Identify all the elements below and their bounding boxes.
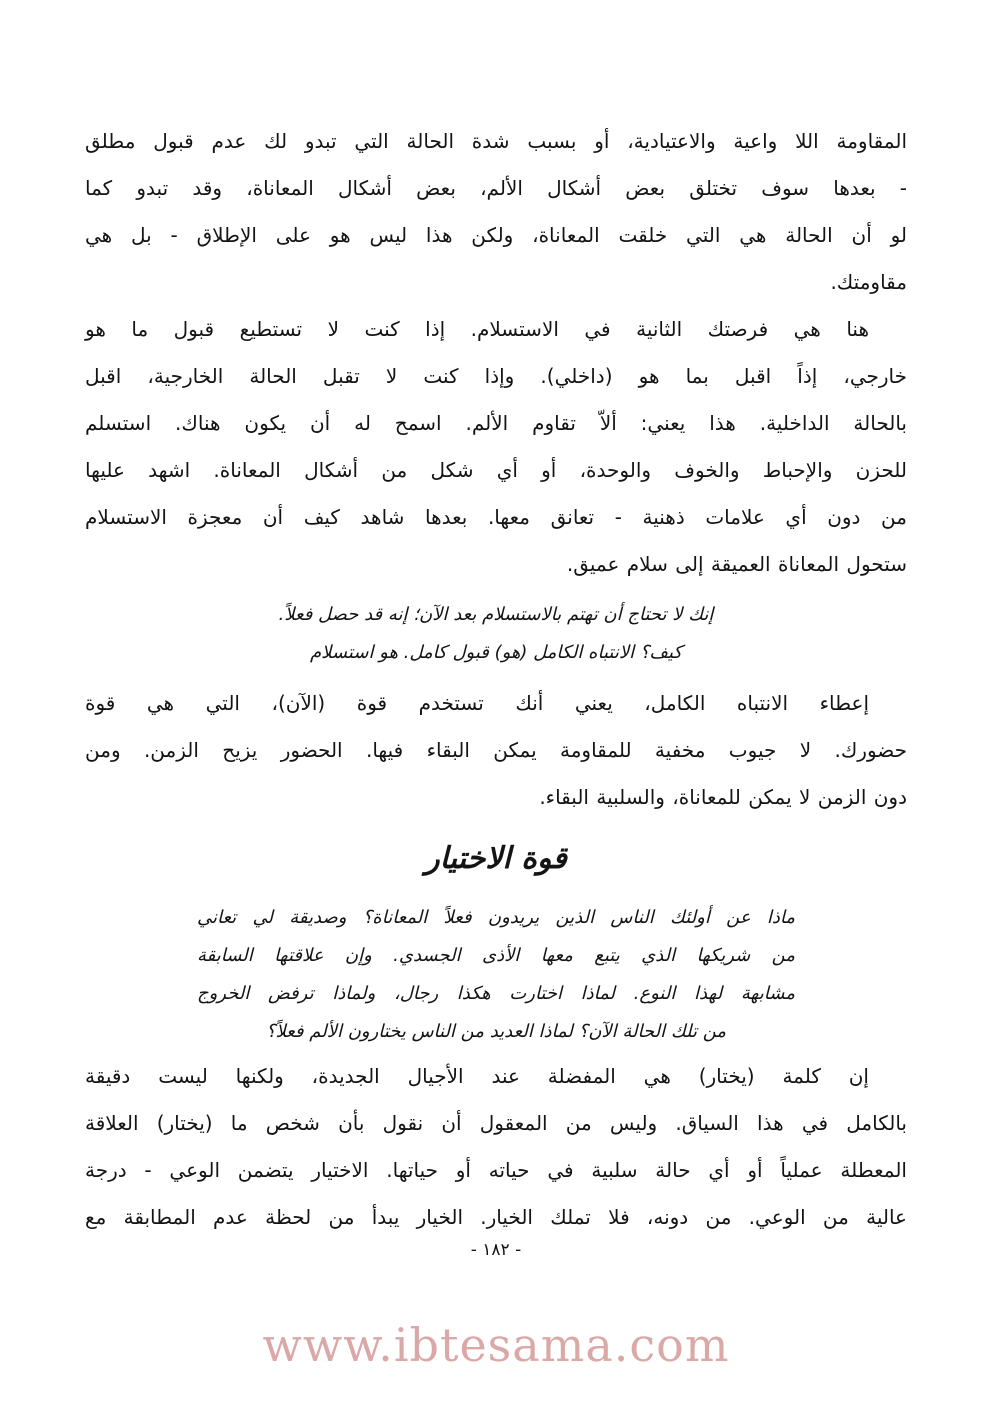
paragraph-4 xyxy=(85,1053,907,1241)
paragraph-3-line: دون الزمن لا يمكن للمعاناة، والسلبية البقاء. xyxy=(539,785,907,809)
section-heading-power-of-choice: قوة الاختيار xyxy=(425,841,567,876)
quote-2-line: من تلك الحالة الآن؟ لماذا العديد من الناس يختارون الألم فعلاً؟ xyxy=(265,1021,727,1042)
page-number: - ١٨٢ - xyxy=(470,1240,522,1260)
quote-2-line: مشابهة لهذا النوع. لماذا اختارت هكذا رجال، ولماذا ترفض الخروج xyxy=(197,983,795,1004)
calligraphic-quote-1 xyxy=(197,596,795,672)
paragraph-1-line: لو أن الحالة هي التي خلقت المعاناة، ولكن هذا ليس هو على الإطلاق - بل هي xyxy=(85,223,907,247)
paragraph-4-line: المعطلة عملياً أو أي حالة سلبية في حياته أو حياتها. الاختيار يتضمن الوعي - درجة xyxy=(85,1158,907,1182)
paragraph-2-line: للحزن والإحباط والخوف والوحدة، أو أي شكل من أشكال المعاناة. اشهد عليها xyxy=(85,458,907,482)
paragraph-1-line: مقاومتك. xyxy=(830,270,907,294)
paragraph-2-line: ستحول المعاناة العميقة إلى سلام عميق. xyxy=(566,552,907,576)
paragraph-4-line: إن كلمة (يختار) هي المفضلة عند الأجيال الجديدة، ولكنها ليست دقيقة xyxy=(85,1064,869,1088)
quote-2-line: من شريكها الذي يتبع معها الأذى الجسدي. وإن علاقتها السابقة xyxy=(197,945,795,966)
paragraph-2-line: خارجي، إذاً اقبل بما هو (داخلي). وإذا كنت لا تقبل الحالة الخارجية، اقبل xyxy=(85,364,907,388)
paragraph-2-line: بالحالة الداخلية. هذا يعني: ألاّ تقاوم الألم. اسمح له أن يكون هناك. استسلم xyxy=(85,411,907,435)
paragraph-1-line: - بعدها سوف تختلق بعض أشكال الألم، بعض أشكال المعاناة، وقد تبدو كما xyxy=(85,176,907,200)
quote-1-line: كيف؟ الانتباه الكامل (هو) قبول كامل. هو استسلام xyxy=(309,642,683,663)
paragraph-3-line: حضورك. لا جيوب مخفية للمقاومة يمكن البقاء فيها. الحضور يزيح الزمن. ومن xyxy=(85,738,907,762)
page-text-block xyxy=(85,118,907,1241)
quote-2-line: ماذا عن أولئك الناس الذين يريدون فعلاً المعاناة؟ وصديقة لي تعاني xyxy=(197,907,795,928)
paragraph-2-line: هنا هي فرصتك الثانية في الاستسلام. إذا كنت لا تستطيع قبول ما هو xyxy=(85,317,869,341)
paragraph-3 xyxy=(85,680,907,821)
paragraph-2 xyxy=(85,306,907,588)
quote-1-line: إنك لا تحتاج أن تهتم بالاستسلام بعد الآن؛ إنه قد حصل فعلاً. xyxy=(278,604,714,625)
paragraph-2-line: من دون أي علامات ذهنية - تعانق معها. بعدها شاهد كيف أن معجزة الاستسلام xyxy=(85,505,907,529)
watermark-url: www.ibtesama.com xyxy=(262,1318,730,1372)
paragraph-4-line: عالية من الوعي. من دونه، فلا تملك الخيار. الخيار يبدأ من لحظة عدم المطابقة مع xyxy=(85,1205,907,1229)
paragraph-1 xyxy=(85,118,907,306)
calligraphic-quote-2 xyxy=(197,899,795,1051)
paragraph-1-line: المقاومة اللا واعية والاعتيادية، أو بسبب شدة الحالة التي تبدو لك عدم قبول مطلق xyxy=(85,129,907,153)
paragraph-3-line: إعطاء الانتباه الكامل، يعني أنك تستخدم قوة (الآن)، التي هي قوة xyxy=(85,691,869,715)
paragraph-4-line: بالكامل في هذا السياق. وليس من المعقول أن نقول بأن شخص ما (يختار) العلاقة xyxy=(85,1111,907,1135)
